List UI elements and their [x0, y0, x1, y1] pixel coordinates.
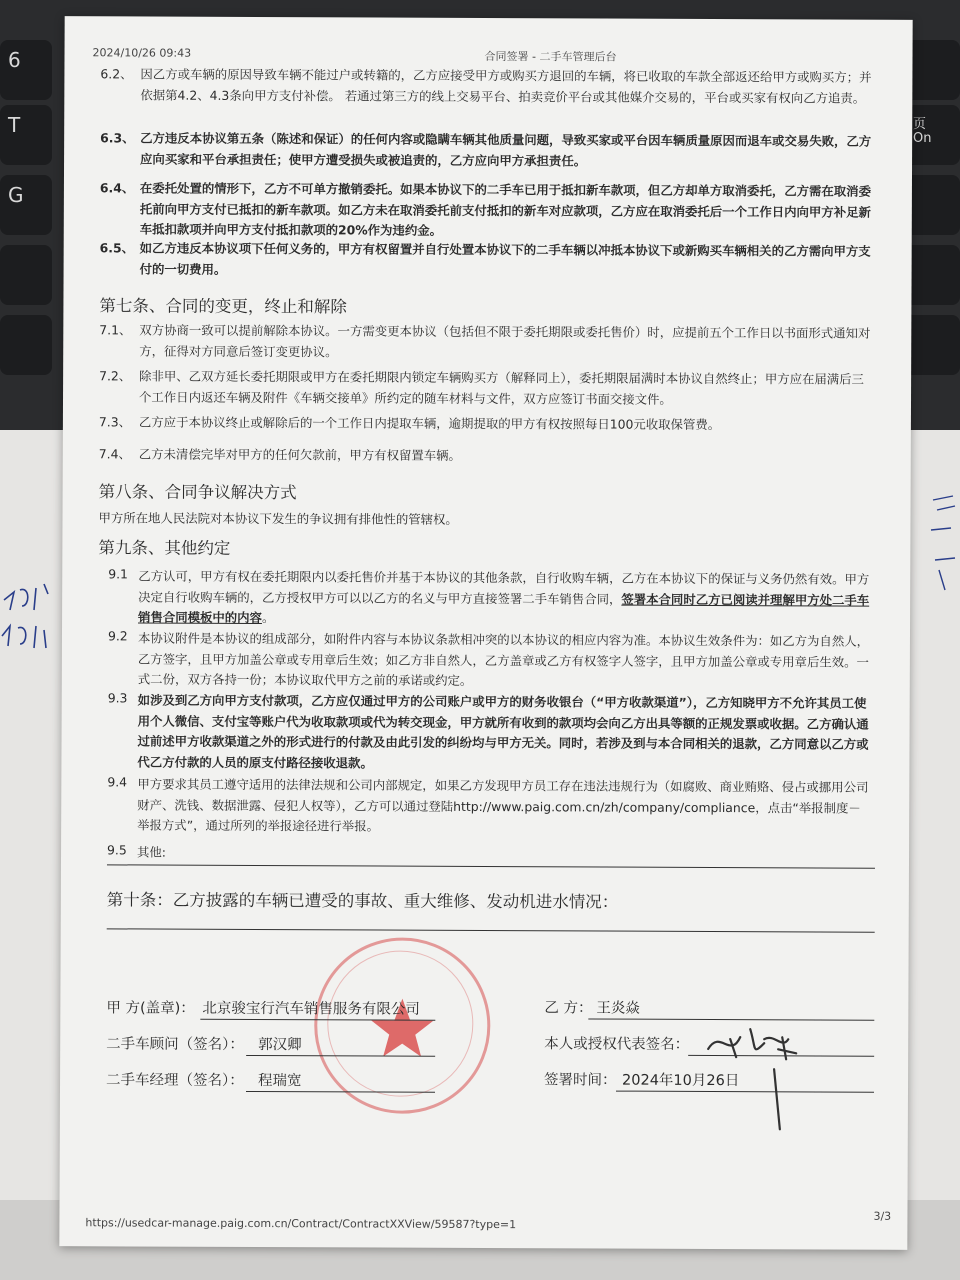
clause-9-2-text: 本协议附件是本协议的组成部分，如附件内容与本协议条款相冲突的以本协议的相应内容为准。本协议生效条件为：如乙方为自然人，乙方签字，且甲方加盖公章或专用章后生效；如乙方非自然人，乙方盖章或乙方有权签字人签字，且甲方加盖公章或专用章后生效。一式二份，双方各持一份；本协议取代甲方之前的承诺或约定。 [137, 630, 870, 688]
clause-number: 7.4、 [98, 446, 131, 462]
key-t: T [0, 105, 52, 165]
company-seal [314, 937, 491, 1114]
blank-line [107, 864, 875, 868]
clause-number: 6.3、 [100, 130, 135, 146]
party-a-label: 甲 方(盖章)： [106, 1000, 195, 1017]
clause-7-2-text: 除非甲、乙双方延长委托期限或甲方在委托期限内锁定车辆购买方（解释同上），委托期限届满时本协议自然终止；甲方应在届满后三个工作日内返还车辆及附件《车辆交接单》所约定的随车材料与文件，双方应签订书面交接文件。 [138, 368, 865, 407]
date-value: 2024年10月26日 [622, 1072, 740, 1090]
clause-9-1-text: 乙方认可，甲方有权在委托期限内以委托售价并基于本协议的其他条款，自行收购车辆，乙方在本协议下的保证与义务仍然有效。甲方决定自行收购车辆的，乙方授权甲方可以以乙方的名义与甲方直接签署二手车销售合同，签署本合同时乙方已阅读并理解甲方处二手车销售合同模板中的内容。 [138, 568, 870, 626]
page-number: 3/3 [873, 1209, 892, 1223]
consultant-label: 二手车顾问（签名）： [106, 1036, 244, 1053]
clause-7-1-text: 双方协商一致可以提前解除本协议。一方需变更本协议（包括但不限于委托期限或委托售价）时，应提前五个工作日以书面形式通知对方，征得对方同意后签订变更协议。 [139, 322, 871, 359]
clause-6-3-text: 乙方违反本协议第五条（陈述和保证）的任何内容或隐瞒车辆其他质量问题，导致买家或平台因车辆质量原因而退车或交易失败，乙方应向买家和平台承担责任；使甲方遭受损失或被追责的，乙方应向甲方承担责任。 [140, 130, 872, 168]
handwriting-scribble [0, 570, 60, 650]
date-label: 签署时间： [544, 1072, 617, 1089]
key [905, 315, 960, 375]
clause-9-5-label: 其他: [137, 844, 167, 860]
key-6: 6 [0, 40, 52, 100]
party-b-value: 王炎焱 [596, 1000, 640, 1017]
clause-9-4-text: 甲方要求其员工遵守适用的法律法规和公司内部规定，如果乙方发现甲方员工存在违法违规行为（如腐败、商业贿赂、侵占或挪用公司财产、洗钱、数据泄露、侵犯人权等），乙方可以通过登陆http://www.paig.com.cn/zh/company/compliance，点击“举报制度－举报方式”，通过所列的举报途径进行举报。 [137, 776, 869, 834]
consultant-value: 郭汉卿 [258, 1037, 302, 1054]
key [0, 315, 52, 375]
party-b-label: 乙 方： [544, 1000, 593, 1017]
clause-number: 9.3 [107, 690, 128, 706]
clause-number: 9.4 [107, 774, 128, 790]
clause-number: 7.3、 [98, 414, 132, 430]
party-a-value: 北京骏宝行汽车销售服务有限公司 [202, 1000, 420, 1018]
clause-number: 9.2 [107, 628, 128, 644]
clause-6-4-text: 在委托处置的情形下，乙方不可单方撤销委托。如果本协议下的二手车已用于抵扣新车款项，但乙方却单方取消委托，乙方需在取消委托前向甲方支付已抵扣的新车款项。如乙方未在取消委托前支付抵扣的新车对应款项，乙方应在取消委托后一个工作日内向甲方补足新车抵扣款项并向甲方支付抵扣款项的20%作为违约金。 [139, 180, 872, 238]
clause-6-2-text: 因乙方或车辆的原因导致车辆不能过户或转籍的，乙方应接受甲方或购买方退回的车辆，将已收取的车款全部返还给甲方或购买方；并依据第4.2、4.3条向甲方支付补偿。 若通过第三方的线上交易平台、拍卖竞价平台或其他媒介交易的，平台或买家有权向乙方追责。 [140, 66, 872, 106]
contract-page [59, 16, 912, 1250]
clause-7-3-text: 乙方应于本协议终止或解除后的一个工作日内提取车辆，逾期提取的甲方有权按照每日100元收取保管费。 [138, 414, 721, 433]
section-9-title: 第九条、其他约定 [98, 538, 231, 558]
representative-label: 本人或授权代表签名： [544, 1036, 690, 1053]
key-g: G [0, 175, 52, 235]
clause-number: 7.2、 [99, 368, 132, 384]
handwriting-scribble [925, 480, 960, 600]
key-page: 页 On [905, 105, 960, 165]
section-8-text: 甲方所在地人民法院对本协议下发生的争议拥有排他性的管辖权。 [98, 510, 458, 527]
key [905, 40, 960, 100]
clause-6-5-text: 如乙方违反本协议项下任何义务的，甲方有权留置并自行处置本协议下的二手车辆以冲抵本协议下或新购买车辆相关的乙方需向甲方支付的一切费用。 [139, 240, 871, 277]
key [0, 245, 52, 305]
manager-value: 程瑞宽 [258, 1073, 302, 1090]
clause-number: 7.1、 [99, 322, 132, 338]
clause-9-1-emphasis: 签署本合同时乙方已阅读并理解甲方处二手车销售合同模板中的内容 [138, 591, 870, 626]
clause-9-3-text: 如涉及到乙方向甲方支付款项，乙方应仅通过甲方的公司账户或甲方的财务收银台（“甲方收款渠道”），乙方知晓甲方不允许其员工使用个人微信、支付宝等账户代为收取款项或代为转交现金，甲方就所有收到的款项均会向乙方出具等额的正规发票或收据。乙方确认通过前述甲方收款渠道之外的形式进行的付款及由此引发的纠纷均与甲方无关。同时，若涉及到与本合同相关的退款，乙方同意以乙方或代乙方付款的人员的原支付路径接收退款。 [137, 692, 869, 771]
section-10-title: 第十条：乙方披露的车辆已遭受的事故、重大维修、发动机进水情况： [106, 890, 619, 912]
blank-line [107, 928, 875, 932]
print-datetime: 2024/10/26 09:43 [92, 46, 192, 60]
section-8-title: 第八条、合同争议解决方式 [98, 482, 297, 503]
clause-number: 9.1 [108, 566, 129, 582]
section-7-title: 第七条、合同的变更，终止和解除 [99, 296, 347, 317]
clause-number: 6.5、 [99, 240, 135, 256]
seal-star-icon [317, 940, 488, 1111]
clause-7-4-text: 乙方未清偿完毕对甲方的任何欠款前，甲方有权留置车辆。 [138, 446, 461, 463]
key [905, 245, 960, 305]
footer-url: https://usedcar-manage.paig.com.cn/Contract/ContractXXView/59587?type=1 [85, 1216, 517, 1232]
key [905, 175, 960, 235]
clause-number: 6.2、 [100, 66, 133, 82]
clause-number: 6.4、 [99, 180, 135, 196]
manager-label: 二手车经理（签名）： [106, 1072, 244, 1089]
clause-number: 9.5 [107, 842, 127, 858]
print-title: 合同签署 - 二手车管理后台 [484, 49, 617, 64]
